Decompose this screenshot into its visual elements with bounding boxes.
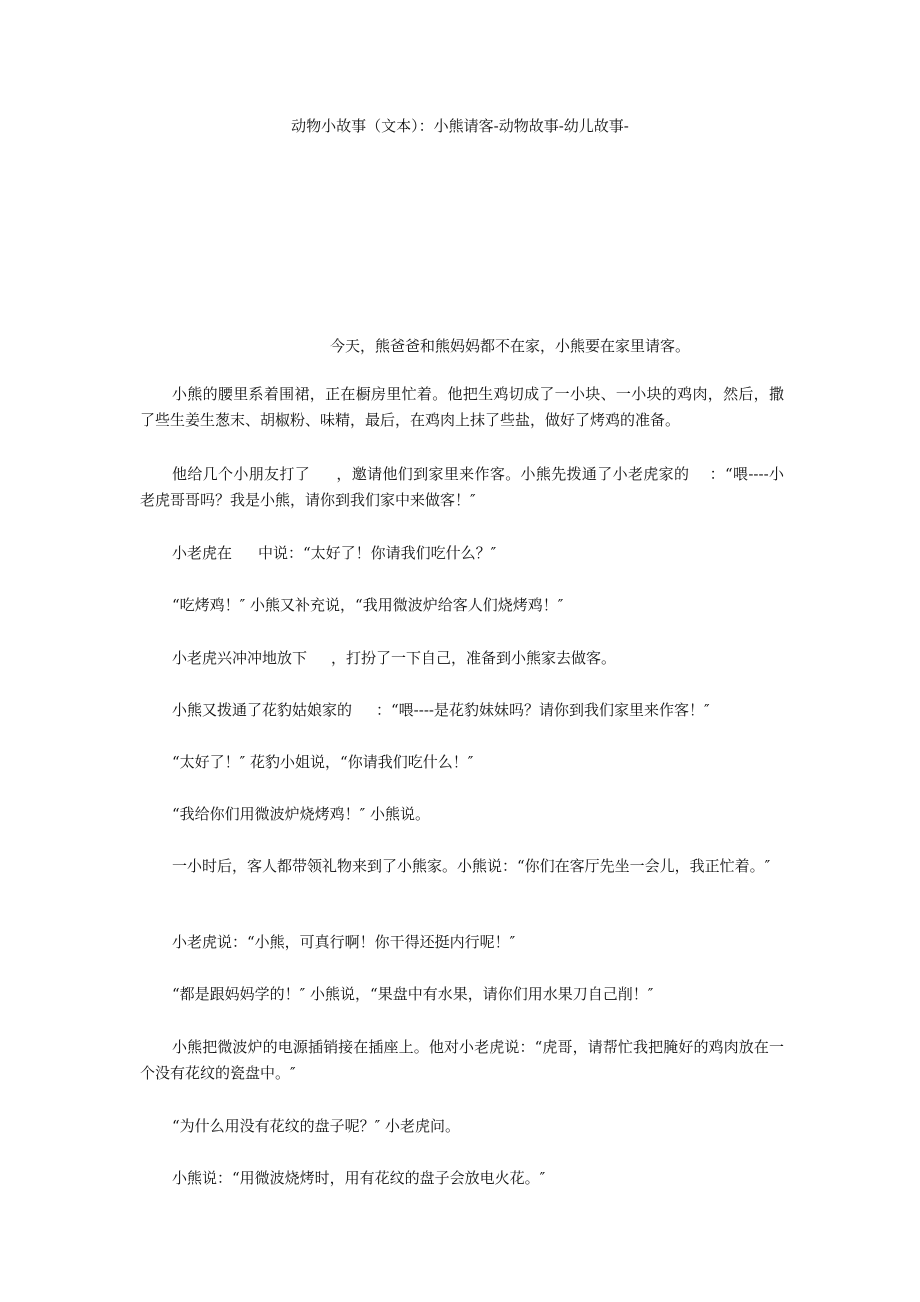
paragraph-6 — [140, 697, 784, 723]
paragraph-6-part-1: 小熊又拨通了花豹姑娘家的 — [172, 701, 353, 719]
paragraph-3 — [140, 540, 784, 566]
paragraph-9: 一小时后，客人都带领礼物来到了小熊家。小熊说：“你们在客厅先坐一会儿，我正忙着。″ — [172, 857, 771, 875]
paragraph-2-part-3: ：“喂----小老虎哥哥吗？我是小熊，请你到我们家中来做客！″ — [140, 465, 784, 509]
paragraph-5-part-1: 小老虎兴冲冲地放下 — [172, 649, 308, 667]
intro-line: 今天，熊爸爸和熊妈妈都不在家，小熊要在家里请客。 — [330, 337, 691, 355]
paragraph-3-part-2: 中说：“太好了！你请我们吃什么？″ — [258, 544, 497, 562]
paragraph-2 — [140, 461, 784, 513]
document-title: 动物小故事（文本）：小熊请客-动物故事-幼儿故事- — [291, 117, 629, 135]
paragraph-11: “都是跟妈妈学的！″ 小熊说，“果盘中有水果，请你们用水果刀自己削！″ — [172, 985, 654, 1003]
paragraph-5 — [140, 645, 784, 671]
paragraph-8: “我给你们用微波炉烧烤鸡！″ 小熊说。 — [172, 805, 431, 823]
paragraph-7: “太好了！″ 花豹小姐说，“你请我们吃什么！″ — [172, 753, 474, 771]
paragraph-2-part-2: ，邀请他们到家里来作客。小熊先拨通了小老虎家的 — [336, 465, 690, 483]
paragraph-10: 小老虎说：“小熊，可真行啊！你干得还挺内行呢！″ — [172, 933, 516, 951]
paragraph-2-part-1: 他给几个小朋友打了 — [172, 465, 311, 483]
paragraph-14: 小熊说：“用微波烧烤时，用有花纹的盘子会放电火花。″ — [172, 1169, 546, 1187]
paragraph-1: 小熊的腰里系着围裙，正在橱房里忙着。他把生鸡切成了一小块、一小块的鸡肉，然后，撒了些生姜生葱末、胡椒粉、味精，最后，在鸡肉上抹了些盐，做好了烤鸡的准备。 — [140, 385, 784, 429]
paragraph-4: “吃烤鸡！″ 小熊又补充说，“我用微波炉给客人们烧烤鸡！″ — [172, 596, 564, 614]
paragraph-13: “为什么用没有花纹的盘子呢？″ 小老虎问。 — [172, 1117, 461, 1135]
paragraph-5-part-2: ，打扮了一下自己，准备到小熊家去做客。 — [331, 649, 617, 667]
paragraph-3-part-1: 小老虎在 — [172, 544, 233, 562]
paragraph-6-part-2: ：“喂----是花豹妹妹吗？请你到我们家里来作客！″ — [376, 701, 710, 719]
paragraph-12: 小熊把微波炉的电源插销接在插座上。他对小老虎说：“虎哥，请帮忙我把腌好的鸡肉放在一个没有花纹的瓷盘中。″ — [140, 1038, 784, 1082]
